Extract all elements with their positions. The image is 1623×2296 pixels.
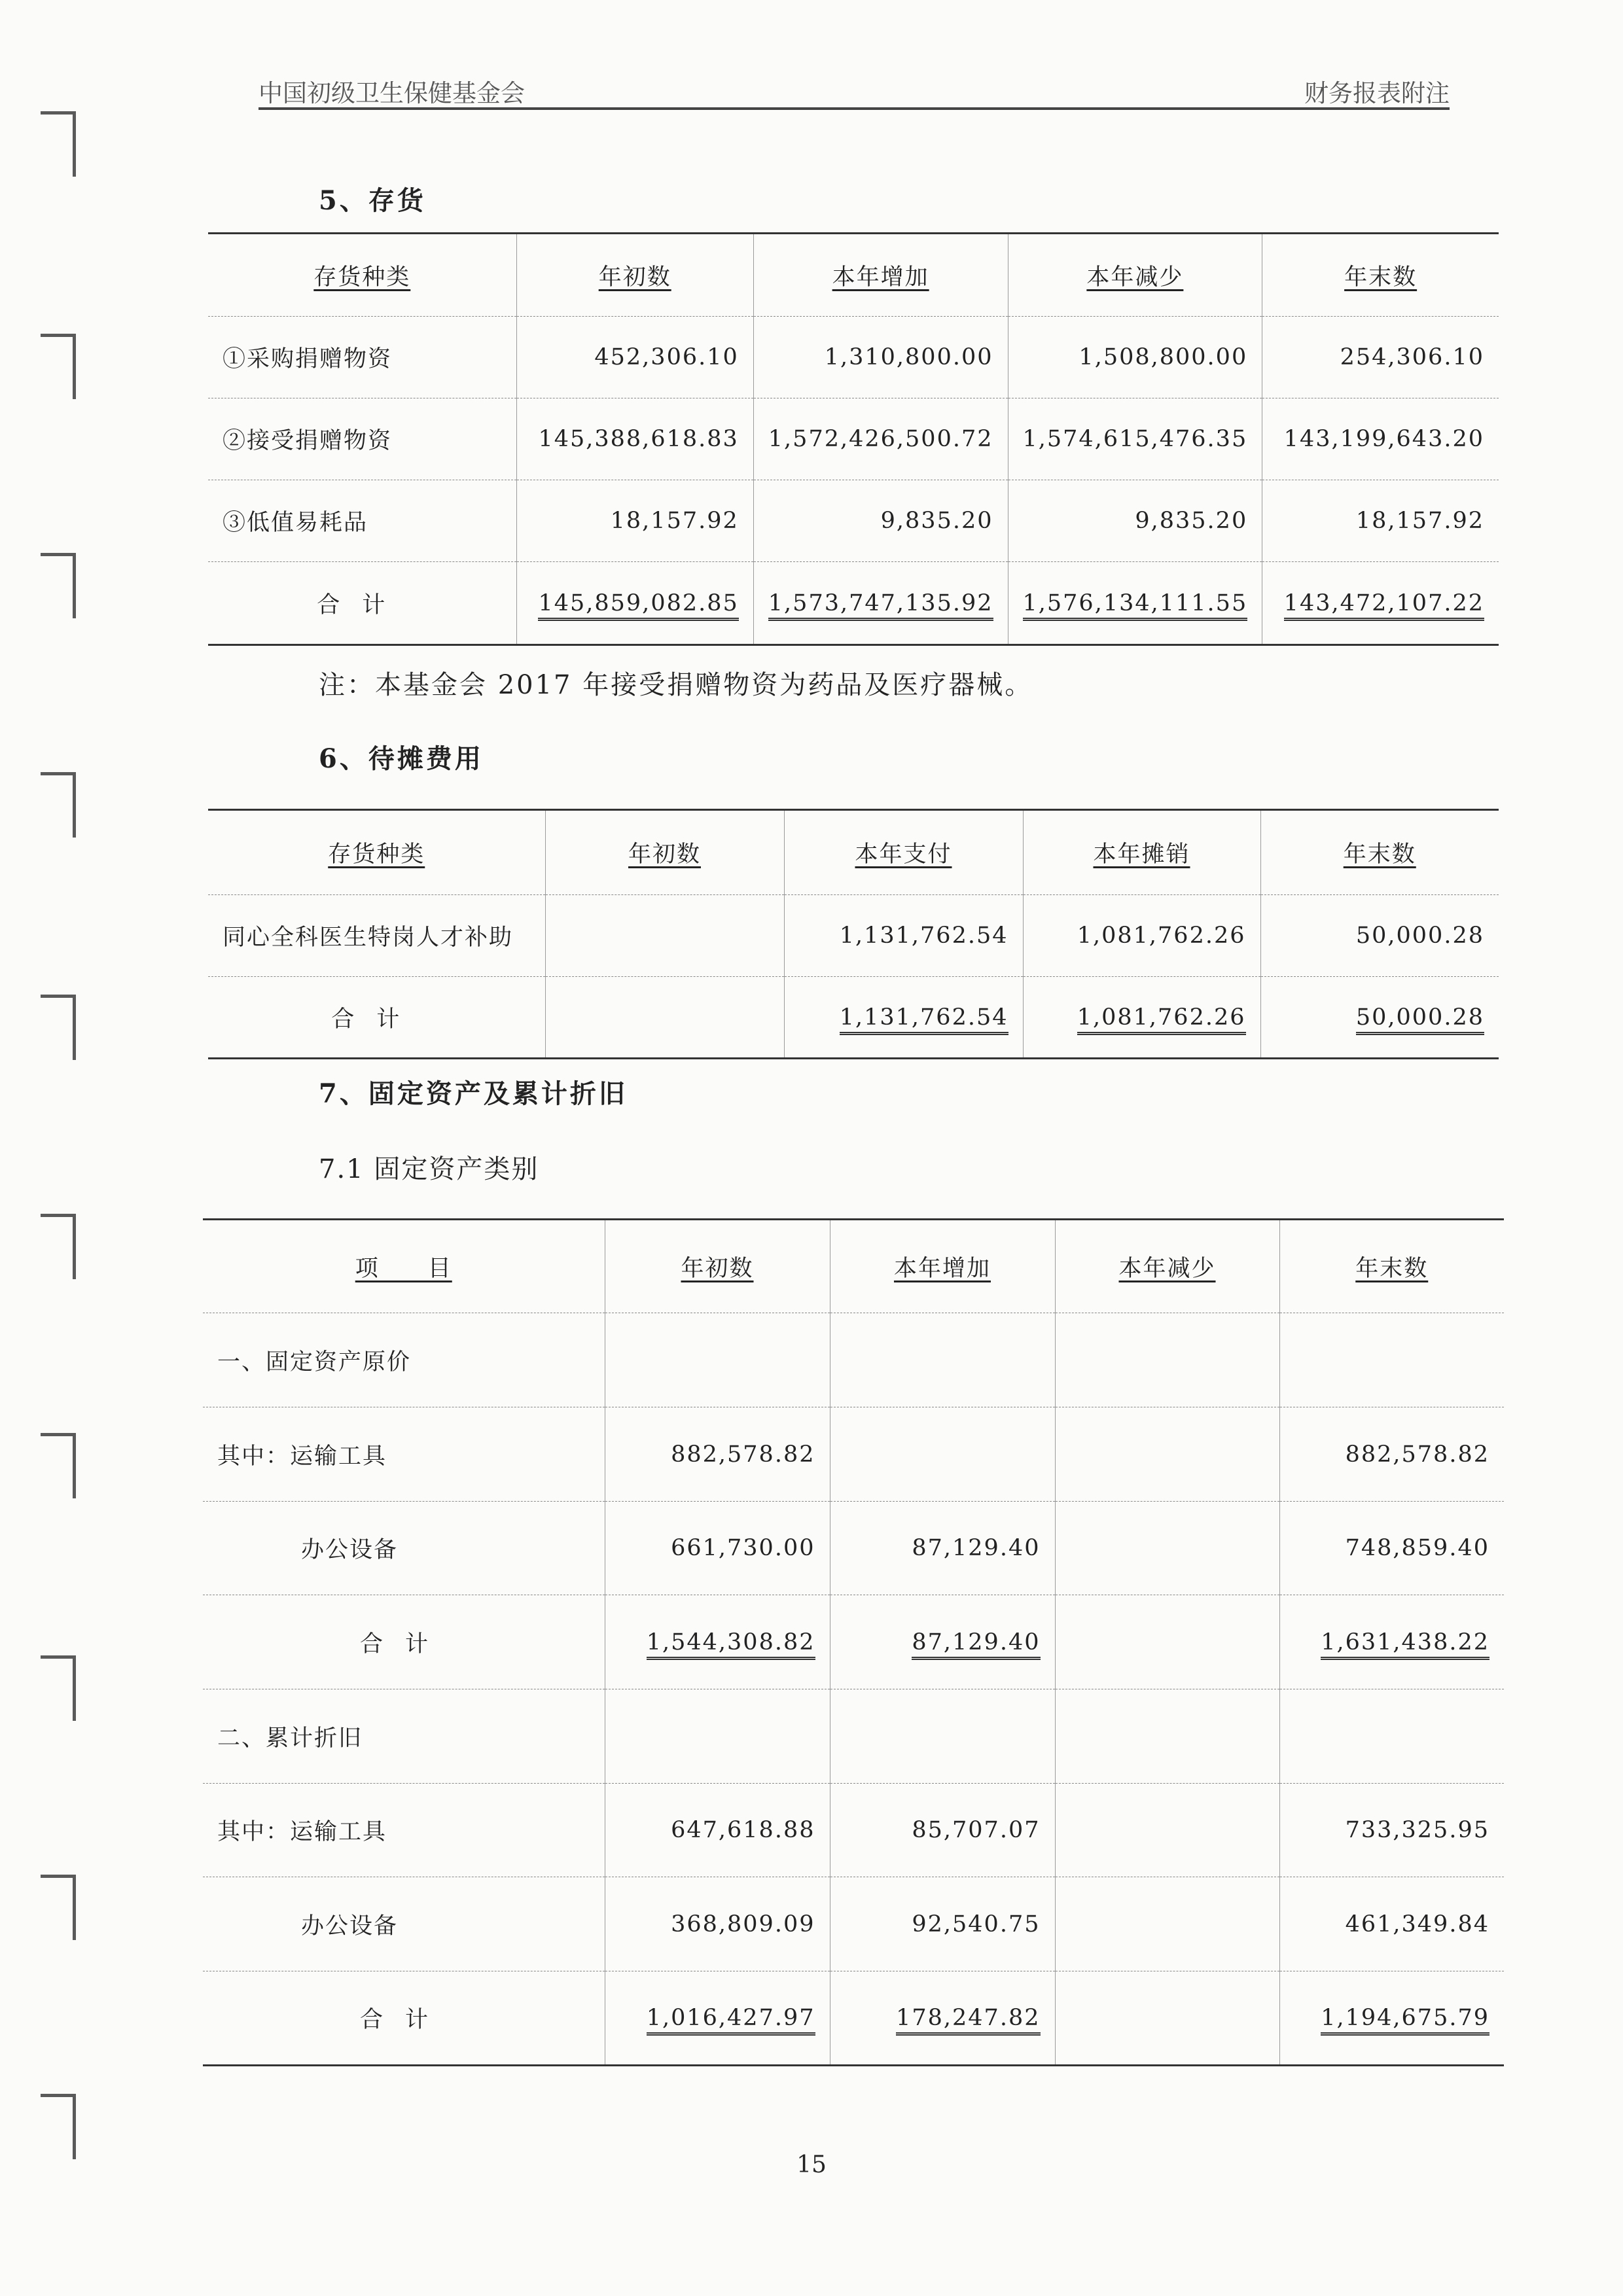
binder-mark	[41, 2094, 76, 2159]
col-header: 年初数	[628, 841, 701, 868]
table-section-row	[203, 1689, 1504, 1784]
inventory-table	[208, 232, 1499, 646]
col-header: 年末数	[1355, 1255, 1429, 1282]
total-value: 1,544,308.82	[647, 1629, 815, 1660]
col-header: 本年减少	[1086, 264, 1184, 291]
cell-value: 647,618.88	[605, 1784, 830, 1877]
col-header: 年末数	[1344, 264, 1418, 291]
cell-value: 85,707.07	[830, 1784, 1055, 1877]
total-label: 合计	[208, 562, 516, 645]
table-row	[208, 480, 1499, 562]
cell-value: 50,000.28	[1260, 895, 1499, 977]
col-header: 年初数	[598, 264, 671, 291]
cell-value: 452,306.10	[516, 317, 753, 398]
cell-value: 733,325.95	[1279, 1784, 1504, 1877]
row-label: ①采购捐赠物资	[208, 317, 516, 398]
cell-value	[545, 895, 784, 977]
total-label: 合计	[203, 1595, 605, 1689]
cell-value	[605, 1689, 830, 1784]
total-value: 1,631,438.22	[1321, 1629, 1489, 1660]
page-header	[259, 73, 1450, 110]
col-header: 本年减少	[1118, 1255, 1216, 1282]
total-value: 87,129.40	[912, 1629, 1040, 1660]
table-row	[208, 895, 1499, 977]
section-7-title: 7、固定资产及累计折旧	[319, 1078, 628, 1109]
cell-value: 748,859.40	[1279, 1502, 1504, 1595]
cell-value: 87,129.40	[830, 1502, 1055, 1595]
cell-value	[1279, 1689, 1504, 1784]
section-6-title: 6、待摊费用	[319, 743, 484, 774]
cell-value: 1,131,762.54	[784, 895, 1023, 977]
binder-mark	[41, 1433, 76, 1498]
table-row	[208, 398, 1499, 480]
cell-value: 882,578.82	[1279, 1407, 1504, 1502]
col-header: 年末数	[1343, 841, 1416, 868]
table-header-row	[208, 810, 1499, 895]
binder-mark	[41, 553, 76, 618]
section-7-1-title: 7.1 固定资产类别	[319, 1154, 539, 1184]
col-header: 存货种类	[313, 264, 411, 291]
prepaid-expenses-table	[208, 809, 1499, 1059]
row-label: 同心全科医生特岗人才补助	[208, 895, 545, 977]
table-row	[203, 1407, 1504, 1502]
table-row	[203, 1502, 1504, 1595]
cell-value: 18,157.92	[1262, 480, 1499, 562]
binder-mark	[41, 1655, 76, 1721]
cell-value	[1055, 1784, 1279, 1877]
total-value: 1,016,427.97	[647, 2005, 815, 2036]
col-header: 存货种类	[328, 841, 425, 868]
cell-value: 9,835.20	[1008, 480, 1262, 562]
total-label: 合计	[208, 977, 545, 1059]
total-value	[1055, 1595, 1279, 1689]
binder-mark	[41, 111, 76, 177]
header-doc-type: 财务报表附注	[1304, 79, 1450, 107]
cell-value	[1055, 1407, 1279, 1502]
cell-value: 1,508,800.00	[1008, 317, 1262, 398]
cell-value: 1,572,426,500.72	[753, 398, 1008, 480]
binder-mark	[41, 995, 76, 1060]
cell-value	[830, 1313, 1055, 1407]
cell-value: 1,574,615,476.35	[1008, 398, 1262, 480]
table-header-row	[203, 1220, 1504, 1313]
fixed-assets-table	[203, 1218, 1504, 2066]
cell-value	[830, 1407, 1055, 1502]
table-subtotal-row	[203, 1971, 1504, 2066]
row-label: 其中：运输工具	[203, 1784, 605, 1877]
row-label: 其中：运输工具	[203, 1407, 605, 1502]
total-value	[545, 977, 784, 1059]
table-row	[203, 1784, 1504, 1877]
page-number: 15	[796, 2151, 827, 2178]
cell-value: 92,540.75	[830, 1877, 1055, 1971]
total-value: 1,081,762.26	[1077, 1004, 1246, 1035]
row-label: ②接受捐赠物资	[208, 398, 516, 480]
total-label: 合计	[203, 1971, 605, 2066]
table-subtotal-row	[203, 1595, 1504, 1689]
header-org: 中国初级卫生保健基金会	[259, 79, 525, 107]
cell-value: 9,835.20	[753, 480, 1008, 562]
col-header: 本年摊销	[1093, 841, 1190, 868]
cell-value: 461,349.84	[1279, 1877, 1504, 1971]
cell-value: 1,310,800.00	[753, 317, 1008, 398]
cell-value: 661,730.00	[605, 1502, 830, 1595]
cell-value	[1279, 1313, 1504, 1407]
cell-value	[605, 1313, 830, 1407]
row-label: 二、累计折旧	[203, 1689, 605, 1784]
cell-value: 368,809.09	[605, 1877, 830, 1971]
inventory-note: 注：本基金会 2017 年接受捐赠物资为药品及医疗器械。	[319, 670, 1033, 700]
col-header: 项 目	[355, 1255, 452, 1282]
section-5-title: 5、存货	[319, 185, 426, 216]
table-header-row	[208, 234, 1499, 317]
cell-value	[830, 1689, 1055, 1784]
cell-value: 882,578.82	[605, 1407, 830, 1502]
cell-value: 143,199,643.20	[1262, 398, 1499, 480]
binder-mark	[41, 772, 76, 838]
cell-value: 18,157.92	[516, 480, 753, 562]
cell-value	[1055, 1502, 1279, 1595]
cell-value	[1055, 1877, 1279, 1971]
total-value: 1,573,747,135.92	[768, 590, 993, 621]
total-value: 178,247.82	[896, 2005, 1040, 2036]
cell-value	[1055, 1313, 1279, 1407]
table-row	[203, 1877, 1504, 1971]
binder-mark	[41, 1214, 76, 1279]
table-row	[208, 317, 1499, 398]
col-header: 本年支付	[855, 841, 952, 868]
col-header: 本年增加	[832, 264, 929, 291]
total-value: 1,194,675.79	[1321, 2005, 1489, 2036]
row-label: ③低值易耗品	[208, 480, 516, 562]
row-label: 一、固定资产原价	[203, 1313, 605, 1407]
cell-value	[1055, 1689, 1279, 1784]
total-value: 50,000.28	[1356, 1004, 1484, 1035]
col-header: 年初数	[681, 1255, 754, 1282]
total-value: 145,859,082.85	[538, 590, 738, 621]
row-label: 办公设备	[203, 1502, 605, 1595]
table-section-row	[203, 1313, 1504, 1407]
cell-value: 254,306.10	[1262, 317, 1499, 398]
total-value: 143,472,107.22	[1284, 590, 1484, 621]
table-total-row	[208, 977, 1499, 1059]
row-label: 办公设备	[203, 1877, 605, 1971]
table-total-row	[208, 562, 1499, 645]
total-value	[1055, 1971, 1279, 2066]
cell-value: 1,081,762.26	[1023, 895, 1260, 977]
binder-mark	[41, 1875, 76, 1940]
total-value: 1,576,134,111.55	[1023, 590, 1248, 621]
col-header: 本年增加	[893, 1255, 991, 1282]
total-value: 1,131,762.54	[840, 1004, 1008, 1035]
cell-value: 145,388,618.83	[516, 398, 753, 480]
binder-mark	[41, 334, 76, 399]
